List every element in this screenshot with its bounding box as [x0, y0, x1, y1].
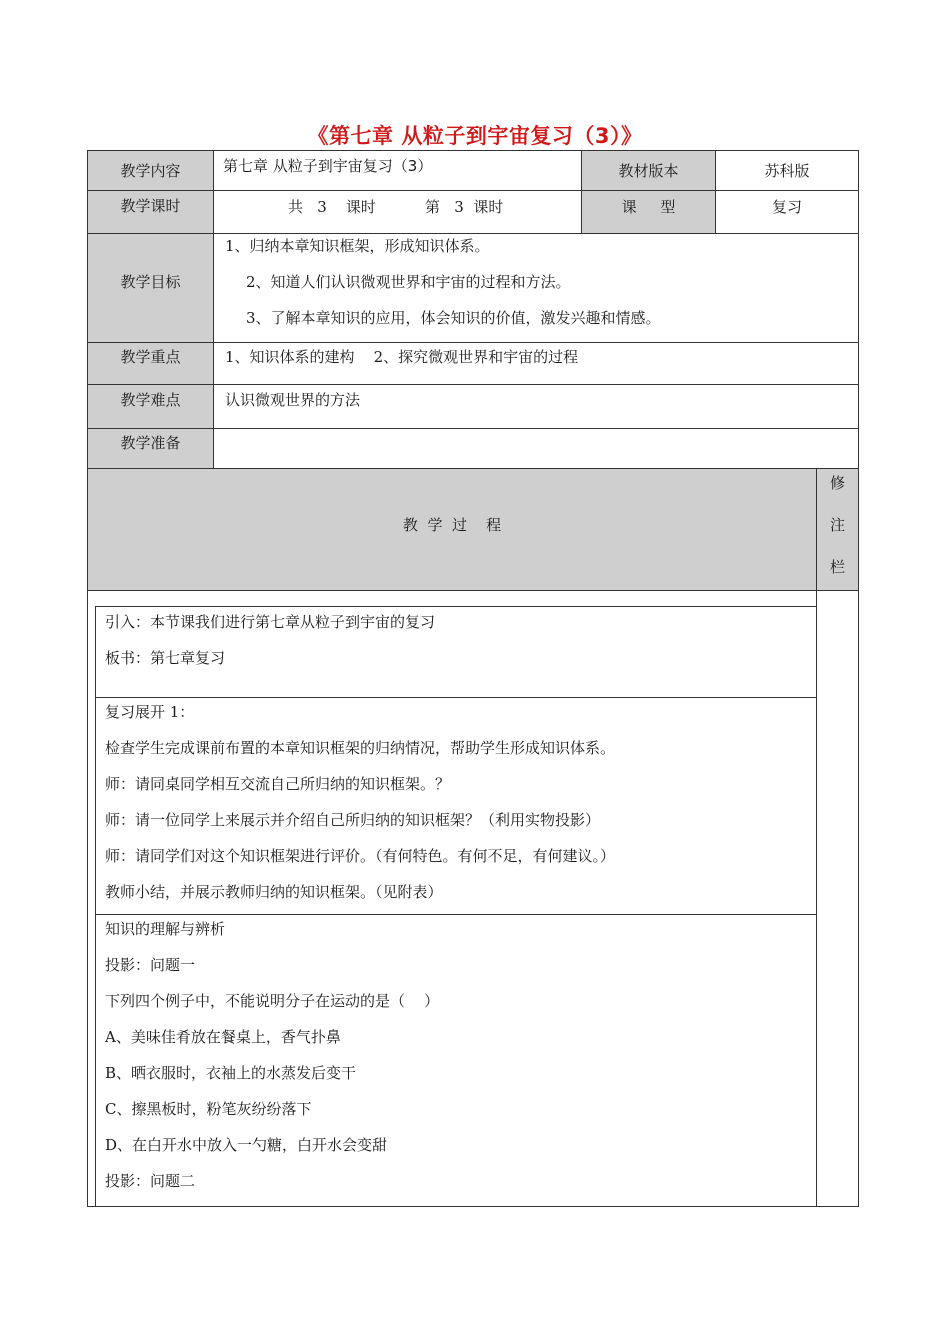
review-line: 复习展开 1：: [105, 703, 195, 721]
intro-line: 引入：本节课我们进行第七章从粒子到宇宙的复习: [105, 613, 436, 631]
knowledge-line: A、美味佳肴放在餐桌上，香气扑鼻: [105, 1028, 341, 1046]
content-value: 第七章 从粒子到宇宙复习（3）: [223, 157, 433, 175]
key-points-label: 教学重点: [120, 348, 181, 366]
review-line: 教师小结，并展示教师归纳的知识框架。（见附表）: [105, 883, 443, 901]
goal-item: 1、归纳本章知识框架，形成知识体系。: [225, 237, 490, 255]
notes-char: 注: [829, 516, 845, 534]
hours-label: 教学课时: [120, 197, 181, 215]
knowledge-line: 知识的理解与辨析: [105, 920, 226, 938]
process-header: 教 学 过 程: [402, 516, 502, 534]
key-points-value: 1、知识体系的建构 2、探究微观世界和宇宙的过程: [225, 348, 579, 366]
type-value: 复习: [771, 198, 802, 216]
preparation-value-cell: [213, 428, 859, 469]
knowledge-line: 下列四个例子中，不能说明分子在运动的是（ ）: [105, 992, 440, 1010]
knowledge-line: 投影：问题一: [105, 956, 196, 974]
knowledge-line: B、晒衣服时，衣袖上的水蒸发后变干: [105, 1064, 357, 1082]
hours-current: 第 3 课时: [425, 198, 504, 216]
type-label: 课 型: [621, 198, 676, 216]
difficulties-value: 认识微观世界的方法: [225, 391, 361, 409]
review-line: 师：请一位同学上来展示并介绍自己所归纳的知识框架？（利用实物投影）: [105, 811, 601, 829]
content-label: 教学内容: [120, 162, 181, 180]
goal-item: 2、知道人们认识微观世界和宇宙的过程和方法。: [246, 273, 571, 291]
notes-char: 修: [829, 474, 845, 492]
hours-total: 共 3 课时: [288, 198, 376, 216]
hours-value-cell: [213, 190, 582, 234]
notes-body-cell: [816, 590, 859, 1207]
review-line: 师：请同学们对这个知识框架进行评价。（有何特色。有何不足，有何建议。）: [105, 847, 616, 865]
review-line: 检查学生完成课前布置的本章知识框架的归纳情况，帮助学生形成知识体系。: [105, 739, 616, 757]
edition-value: 苏科版: [764, 162, 810, 180]
goal-item: 3、了解本章知识的应用，体会知识的价值，激发兴趣和情感。: [246, 309, 661, 327]
goals-label: 教学目标: [120, 273, 181, 291]
review-line: 师：请同桌同学相互交流自己所归纳的知识框架。？: [105, 775, 451, 793]
knowledge-line: 投影：问题二: [105, 1172, 196, 1190]
difficulties-label: 教学难点: [120, 391, 181, 409]
knowledge-line: C、擦黑板时，粉笔灰纷纷落下: [105, 1100, 312, 1118]
knowledge-line: D、在白开水中放入一勺糖，白开水会变甜: [105, 1136, 388, 1154]
preparation-label: 教学准备: [120, 434, 181, 452]
notes-char: 栏: [829, 558, 845, 576]
edition-label: 教材版本: [618, 162, 679, 180]
intro-line: 板书：第七章复习: [105, 649, 226, 667]
knowledge-box: [95, 914, 817, 1207]
page-title: 《第七章 从粒子到宇宙复习（3）》: [307, 124, 643, 148]
